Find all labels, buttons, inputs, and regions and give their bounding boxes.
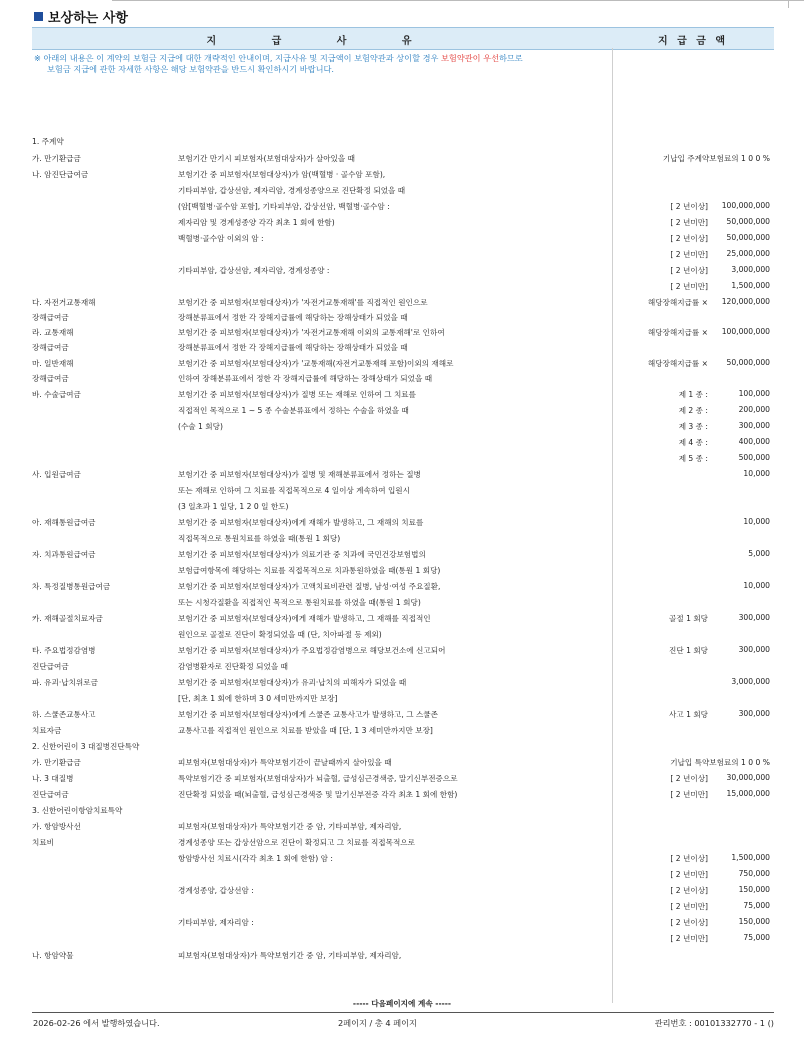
amount-value: 100,000 [738,389,770,398]
item-name: 진단급여금 [32,790,69,799]
table-row [0,789,804,801]
item-reason: 인하여 장해분류표에서 정한 각 장해지급률에 해당하는 장해상태가 되었을 때 [178,374,433,383]
item-name: 사. 입원급여금 [32,470,81,479]
section-title-text: 보상하는 사항 [48,11,128,26]
table-row [0,485,804,497]
table-row [0,185,804,197]
amount-value: 75,000 [743,933,770,942]
amount-value: 5,000 [748,549,770,558]
amount-qualifier: [ 2 년이상] [670,202,708,211]
item-reason: 경계성종양 또는 갑상선암으로 진단이 확정되고 그 치료를 직접목적으로 [178,838,415,847]
amount-qualifier: [ 2 년미만] [670,902,708,911]
table-row [0,312,804,324]
table-row [0,327,804,339]
item-reason: (3 일초과 1 일당, 1 2 0 일 한도) [178,502,289,511]
table-row [0,342,804,354]
item-name: 차. 특정질병통원급여금 [32,582,111,591]
item-reason: 진단확정 되었을 때(뇌출혈, 급성심근경색증 및 말기신부전증 각각 최초 1 회에 한함) [178,790,458,799]
item-reason: 보험기간 중 피보험자(보험대상자)가 의료기관 중 치과에 국민건강보험법의 [178,550,426,559]
amount-value: 10,000 [743,517,770,526]
amount-value: 30,000,000 [726,773,770,782]
amount-qualifier: [ 2 년이상] [670,266,708,275]
header-reason: 지 급 사 유 [206,36,438,47]
item-reason: 보험기간 중 피보험자(보험대상자)가 질병 및 재해분류표에서 정하는 질병 [178,470,421,479]
item-reason: 특약보험기간 중 피보험자(보험대상자)가 뇌출혈, 급성심근경색증, 말기신부전증으로 [178,774,458,783]
table-row [0,437,804,449]
item-name: 3. 신한어린이항암치료특약 [32,806,123,815]
item-reason: 피보험자(보험대상자)가 특약보험기간 중 암, 기타피부암, 제자리암, [178,951,402,960]
item-reason: 기타피부암, 갑상선암, 제자리암, 경계성종양으로 진단확정 되었을 때 [178,186,406,195]
item-reason: 보험기간 중 피보험자(보험대상자)가 주요법정감염병으로 해당보건소에 신고되어 [178,646,446,655]
table-row [0,773,804,785]
table-row [0,661,804,673]
amount-value: 300,000 [738,613,770,622]
item-reason: 직접적인 목적으로 1 ~ 5 종 수술분류표에서 정하는 수술을 하였을 때 [178,406,409,415]
item-reason: 직접목적으로 통원치료를 하였을 때(통원 1 회당) [178,534,341,543]
item-reason: 백혈병·골수암 이외의 암 : [178,234,264,243]
item-reason: 보험급여항목에 해당하는 치료를 직접목적으로 치과통원하였을 때(통원 1 회당) [178,566,441,575]
table-row [0,281,804,293]
table-row [0,901,804,913]
amount-qualifier: [ 2 년미만] [670,870,708,879]
item-reason: 보험기간 중 피보험자(보험대상자)가 '교통재해(자전거교통재해 포함)이외의 재해로 [178,359,454,368]
table-row [0,853,804,865]
notice-emphasis: 보험약관이 우선 [441,53,499,63]
notice-line-2: 보험금 지급에 관한 자세한 사항은 해당 보험약관을 반드시 확인하시기 바랍니다. [47,64,335,74]
table-row [0,821,804,833]
amount-value: 1,500,000 [731,853,770,862]
amount-qualifier: [ 2 년이상] [670,854,708,863]
table-row [0,757,804,769]
table-row [0,373,804,385]
table-row [0,933,804,945]
amount-qualifier: [ 2 년미만] [670,934,708,943]
item-name: 마. 일반재해 [32,359,74,368]
item-reason: 보험기간 중 피보험자(보험대상자)가 '자전거교통재해'를 직접적인 원인으로 [178,298,428,307]
amount-value: 400,000 [738,437,770,446]
table-row [0,405,804,417]
table-row [0,169,804,181]
item-reason: 또는 시청각질환을 직접적인 목적으로 통원치료를 하였을 때(통원 1 회당) [178,598,421,607]
item-reason: 장해분류표에서 정한 각 장해지급률에 해당하는 장해상태가 되었을 때 [178,313,408,322]
table-row [0,597,804,609]
amount-qualifier: 진단 1 회당 [668,646,708,655]
amount-value: 50,000,000 [726,217,770,226]
footer-rule [32,1012,774,1013]
amount-value: 10,000 [743,469,770,478]
item-name: 장해급여금 [32,374,69,383]
footer-mgmt-no: 관리번호 : 00101332770 - 1 () [654,1018,774,1028]
notice-text: ※ 아래의 내용은 이 계약의 보험금 지급에 대한 개략적인 안내이며, 지급사유 및 지급액이 보험약관과 상이할 경우 [34,53,442,63]
item-name: 치료자금 [32,726,62,735]
table-row [0,201,804,213]
table-row [0,233,804,245]
amount-value: 300,000 [738,421,770,430]
item-name: 라. 교통재해 [32,328,74,337]
amount-qualifier: [ 2 년미만] [670,250,708,259]
item-reason: 보험기간 중 피보험자(보험대상자)가 '자전거교통재해 이외의 교통재해'로 인하여 [178,328,445,337]
table-row [0,837,804,849]
item-name: 장해급여금 [32,313,69,322]
item-name: 가. 만기환급금 [32,758,81,767]
amount-value: 300,000 [738,645,770,654]
item-reason: 또는 재해로 인하여 그 치료를 직접목적으로 4 일이상 계속하여 입원시 [178,486,410,495]
table-row [0,358,804,370]
table-row [0,453,804,465]
amount-qualifier: [ 2 년이상] [670,234,708,243]
item-reason: 보험기간 중 피보험자(보험대상자)에게 재해가 발생하고, 그 재해의 치료를 [178,518,424,527]
amount-value: 75,000 [743,901,770,910]
amount-qualifier: 사고 1 회당 [668,710,708,719]
amount-qualifier: [ 2 년미만] [670,218,708,227]
item-name: 파. 유괴·납치위로금 [32,678,98,687]
table-row [0,629,804,641]
item-name: 1. 주계약 [32,137,64,146]
amount-qualifier: 제 4 종 : [678,438,708,447]
table-row [0,136,804,148]
item-name: 가. 만기환급금 [32,154,81,163]
amount-qualifier: 골절 1 회당 [668,614,708,623]
item-reason: 교통사고를 직접적인 원인으로 치료를 받았을 때 [단, 1 3 세미만까지만 보장] [178,726,433,735]
amount-qualifier: 해당장해지급률 × [647,328,708,337]
amount-qualifier: [ 2 년미만] [670,282,708,291]
item-reason: 보험기간 중 피보험자(보험대상자)가 고액치료비관련 질병, 남성·여성 주요질환, [178,582,441,591]
table-row [0,565,804,577]
item-name: 장해급여금 [32,343,69,352]
header-amount: 지 급 금 액 [657,36,729,47]
amount-qualifier: [ 2 년이상] [670,774,708,783]
amount-qualifier: [ 2 년이상] [670,918,708,927]
amount-value: 3,000,000 [731,677,770,686]
amount-value: 기납입 특약보험료의 1 0 0 % [670,758,770,767]
amount-value: 150,000 [738,885,770,894]
table-row [0,249,804,261]
amount-value: 200,000 [738,405,770,414]
amount-value: 500,000 [738,453,770,462]
amount-value: 150,000 [738,917,770,926]
item-name: 나. 항암약물 [32,951,74,960]
item-reason: 장해분류표에서 정한 각 장해지급률에 해당하는 장해상태가 되었을 때 [178,343,408,352]
item-name: 다. 자전거교통재해 [32,298,96,307]
amount-qualifier: 해당장해지급률 × [647,298,708,307]
amount-qualifier: 해당장해지급률 × [647,359,708,368]
amount-value: 120,000,000 [721,297,770,306]
table-row [0,613,804,625]
item-name: 바. 수술급여금 [32,390,81,399]
table-row [0,725,804,737]
item-reason: 보험기간 중 피보험자(보험대상자)가 암(백혈병 · 골수암 포함), [178,170,386,179]
amount-value: 1,500,000 [731,281,770,290]
item-name: 치료비 [32,838,55,847]
table-row [0,297,804,309]
table-row [0,581,804,593]
item-reason: (수술 1 회당) [178,422,223,431]
continued-note: ----- 다음페이지에 계속 ----- [352,999,452,1008]
table-row [0,265,804,277]
amount-value: 25,000,000 [726,249,770,258]
table-row [0,469,804,481]
item-name: 아. 재해통원급여금 [32,518,96,527]
amount-qualifier: [ 2 년이상] [670,886,708,895]
amount-value: 3,000,000 [731,265,770,274]
footer-page: 2페이지 / 총 4 페이지 [338,1018,417,1028]
table-row [0,693,804,705]
table-row [0,645,804,657]
footer-issued: 2026-02-26 에서 발행하였습니다. [33,1018,160,1028]
item-reason: 경계성종양, 갑상선암 : [178,886,254,895]
item-reason: 원인으로 골절로 진단이 확정되었을 때 (단, 치아파절 등 제외) [178,630,382,639]
amount-value: 750,000 [738,869,770,878]
amount-qualifier: 제 2 종 : [678,406,708,415]
amount-value: 10,000 [743,581,770,590]
item-name: 가. 항암방사선 [32,822,81,831]
amount-qualifier: 제 3 종 : [678,422,708,431]
notice-text: 하므로 [498,53,523,63]
item-reason: 기타피부암, 갑상선암, 제자리암, 경계성종양 : [178,266,330,275]
table-row [0,517,804,529]
table-row [0,709,804,721]
item-reason: 보험기간 중 피보험자(보험대상자)가 유괴·납치의 피해자가 되었을 때 [178,678,407,687]
item-name: 자. 치과통원급여금 [32,550,96,559]
amount-value: 100,000,000 [721,201,770,210]
item-reason: 보험기간 중 피보험자(보험대상자)에게 재해가 발생하고, 그 재해를 직접적인 [178,614,431,623]
table-row [0,549,804,561]
amount-qualifier: 제 5 종 : [678,454,708,463]
item-reason: 기타피부암, 제자리암 : [178,918,254,927]
item-name: 진단급여금 [32,662,69,671]
amount-value: 50,000,000 [726,358,770,367]
amount-value: 기납입 주계약보험료의 1 0 0 % [662,154,770,163]
table-row [0,917,804,929]
table-row [0,533,804,545]
item-reason: 피보험자(보험대상자)가 특약보험기간이 끝날때까지 살아있을 때 [178,758,392,767]
amount-qualifier: 제 1 종 : [678,390,708,399]
item-reason: 보험기간 중 피보험자(보험대상자)에게 스쿨존 교통사고가 발생하고, 그 스쿨존 [178,710,438,719]
item-reason: 제자리암 및 경계성종양 각각 최초 1 회에 한함) [178,218,335,227]
table-row [0,950,804,962]
item-reason: 피보험자(보험대상자)가 특약보험기간 중 암, 기타피부암, 제자리암, [178,822,402,831]
item-reason: (암[백혈병·골수암 포함], 기타피부암, 갑상선암, 백혈병·골수암 : [178,202,390,211]
table-row [0,421,804,433]
item-name: 나. 암진단급여금 [32,170,89,179]
item-reason: 보험기간 중 피보험자(보험대상자)가 질병 또는 재해로 인하여 그 치료를 [178,390,416,399]
item-reason: 감염병환자로 진단확정 되었을 때 [178,662,288,671]
table-row [0,389,804,401]
table-row [0,869,804,881]
table-row [0,217,804,229]
amount-qualifier: [ 2 년미만] [670,790,708,799]
item-name: 카. 재해골절치료자금 [32,614,103,623]
item-name: 2. 신한어린이 3 대질병진단특약 [32,742,140,751]
amount-value: 100,000,000 [721,327,770,336]
table-row [0,153,804,165]
table-row [0,741,804,753]
table-row [0,805,804,817]
table-row [0,677,804,689]
item-name: 하. 스쿨존교통사고 [32,710,96,719]
item-name: 나. 3 대질병 [32,774,74,783]
amount-value: 50,000,000 [726,233,770,242]
item-reason: 보험기간 만기시 피보험자(보험대상자)가 살아있을 때 [178,154,355,163]
amount-value: 300,000 [738,709,770,718]
item-reason: 항암방사선 치료시(각각 최초 1 회에 한함) 암 : [178,854,333,863]
table-row [0,501,804,513]
table-row [0,885,804,897]
amount-value: 15,000,000 [726,789,770,798]
item-name: 타. 주요법정감염병 [32,646,96,655]
item-reason: [단, 최초 1 회에 한하며 3 0 세미만까지만 보장] [178,694,338,703]
